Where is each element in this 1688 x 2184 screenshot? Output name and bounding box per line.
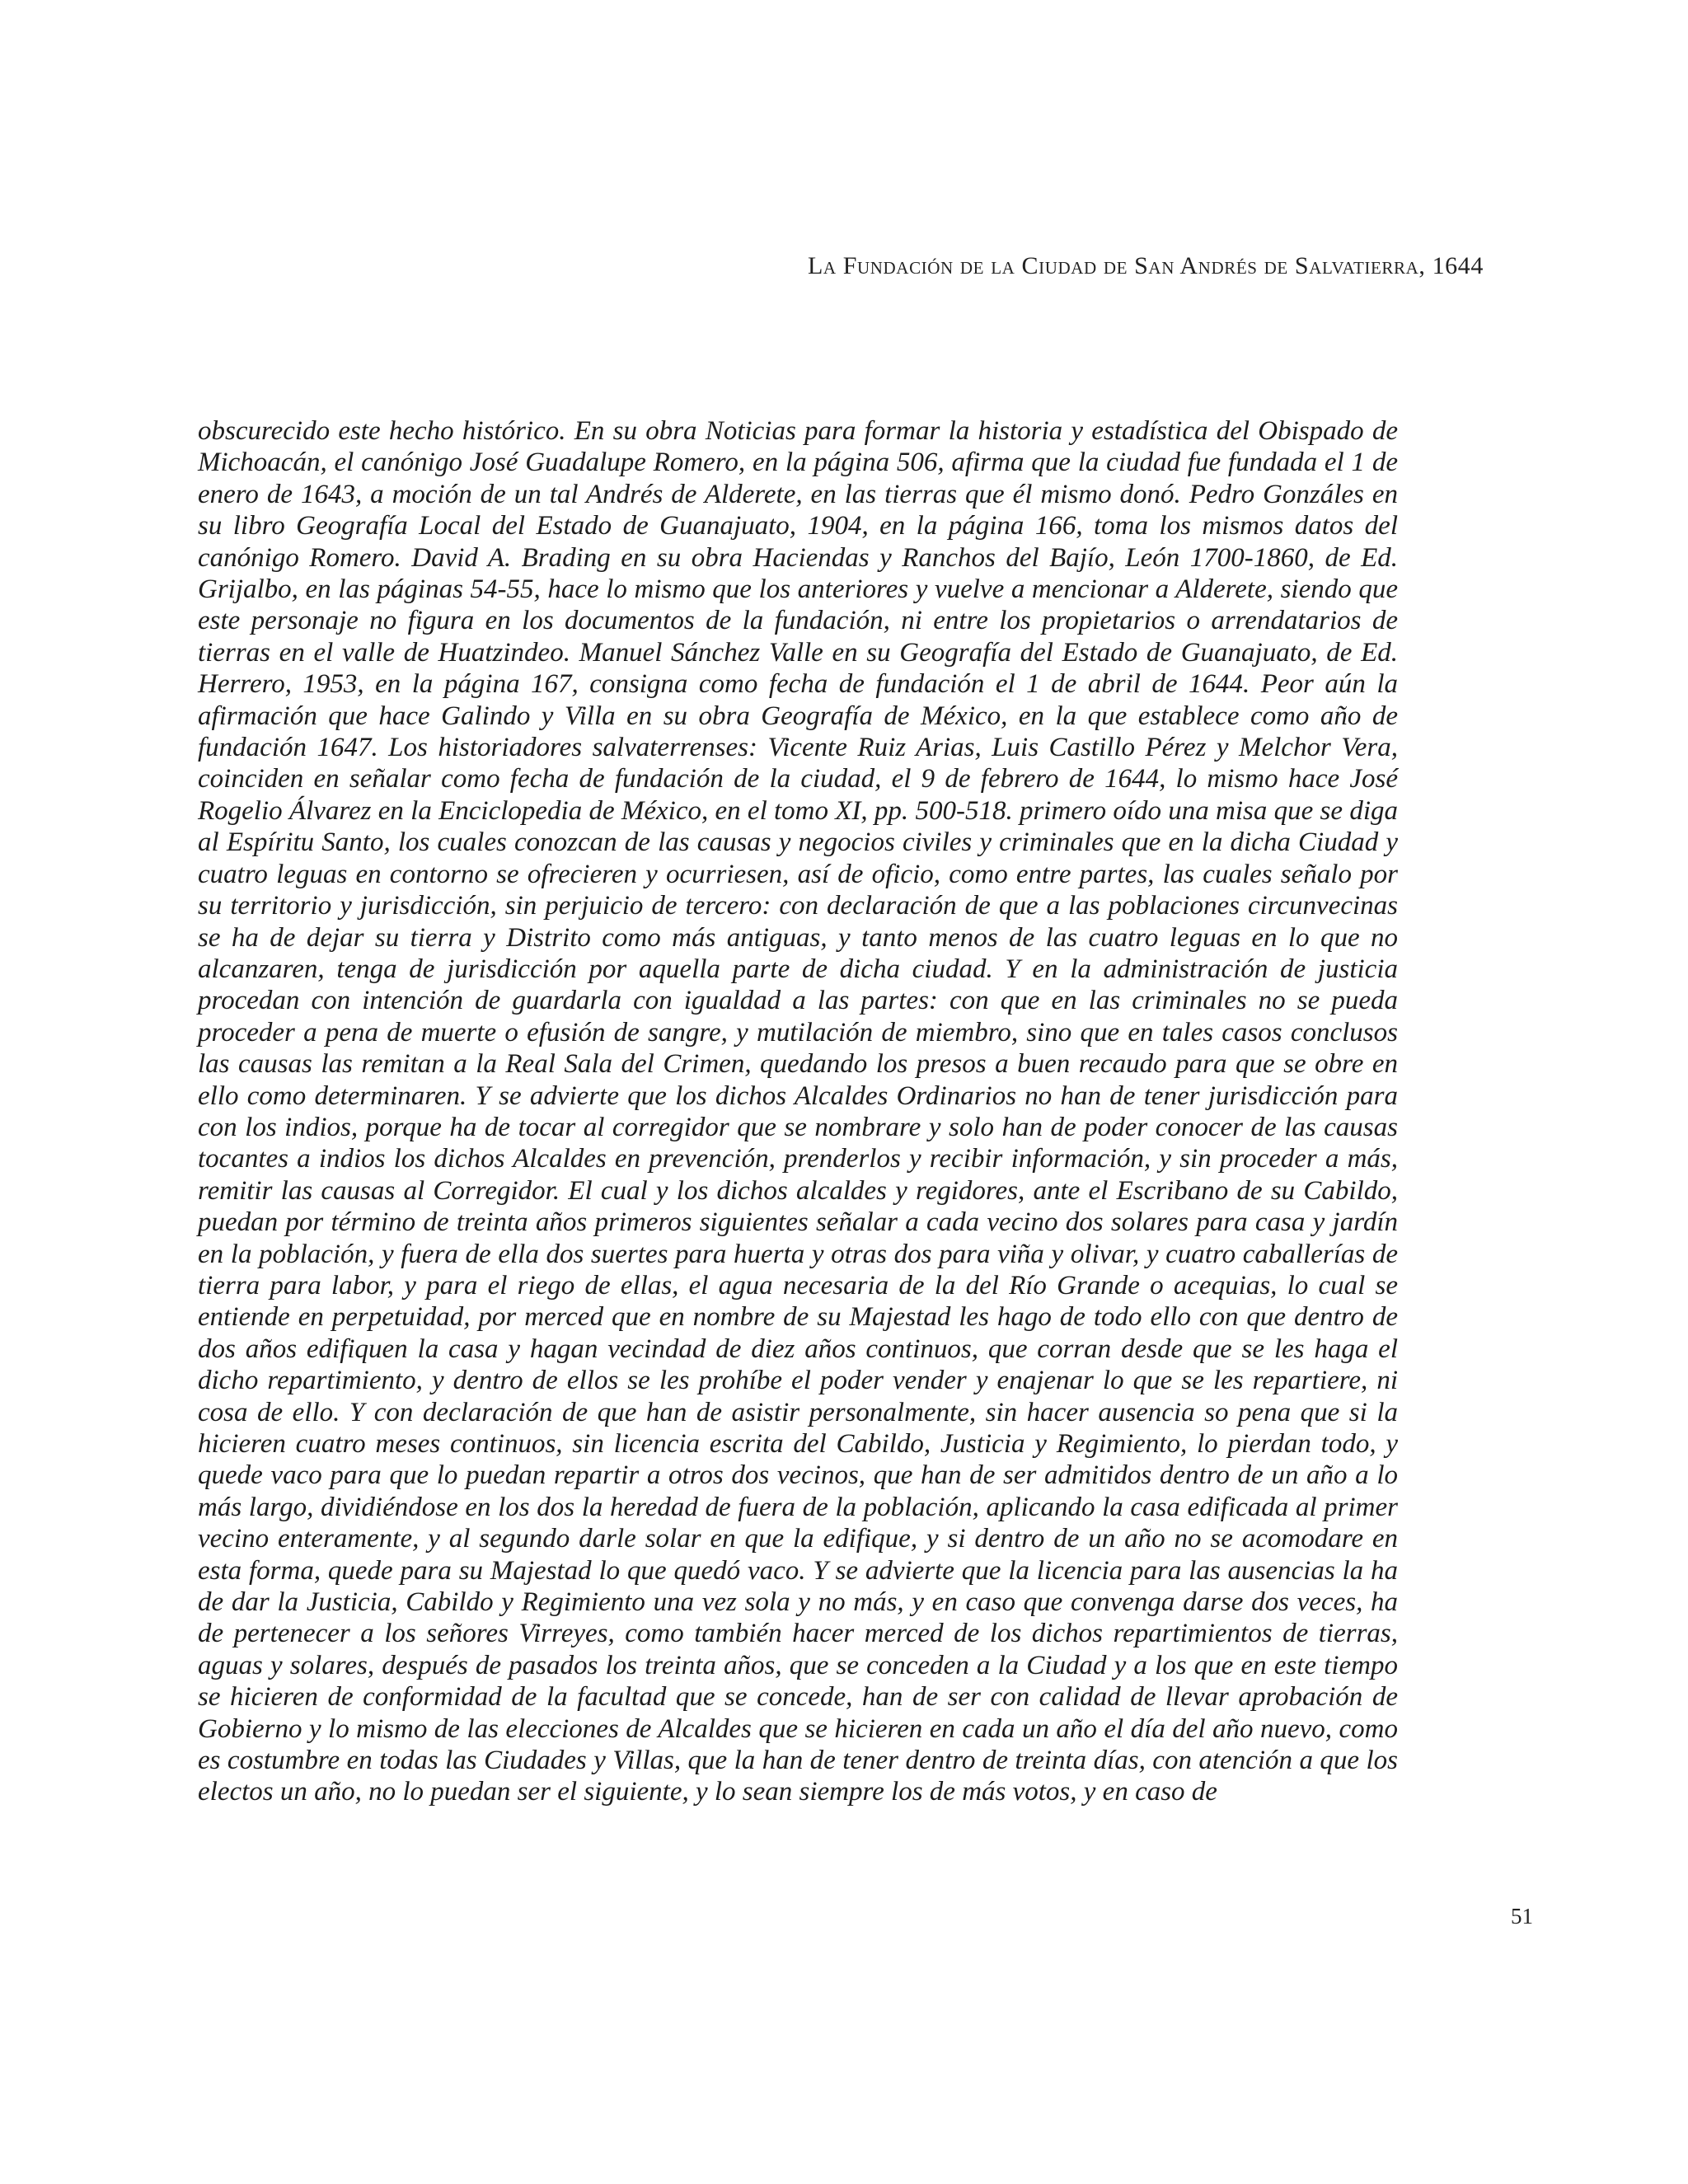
- running-header: La Fundación de la Ciudad de San Andrés de Salvatierra, 1644: [807, 252, 1484, 279]
- body-paragraph: obscurecido este hecho histórico. En su obra Noticias para formar la historia y estadística del Obispado de Michoacán, el canónigo José Guadalupe Romero, en la página 506, afirma que la ciudad fue fundada el 1 de enero de 1643, a moción de un tal Andrés de Alderete, en las tierras que él mismo donó. Pedro Gonzáles en su libro Geografía Local del Estado de Guanajuato, 1904, en la página 166, toma los mismos datos del canónigo Romero. David A. Brading en su obra Haciendas y Ranchos del Bajío, León 1700-1860, de Ed. Grijalbo, en las páginas 54-55, hace lo mismo que los anteriores y vuelve a mencionar a Alderete, siendo que este personaje no figura en los documentos de la fundación, ni entre los propietarios o arrendatarios de tierras en el valle de Huatzindeo. Manuel Sánchez Valle en su Geografía del Estado de Guanajuato, de Ed. Herrero, 1953, en la página 167, consigna como fecha de fundación el 1 de abril de 1644. Peor aún la afirmación que hace Galindo y Villa en su obra Geografía de México, en la que establece como año de fundación 1647. Los historiadores salvaterrenses: Vicente Ruiz Arias, Luis Castillo Pérez y Melchor Vera, coinciden en señalar como fecha de fundación de la ciudad, el 9 de febrero de 1644, lo mismo hace José Rogelio Álvarez en la Enciclopedia de México, en el tomo XI, pp. 500-518. primero oído una misa que se diga al Espíritu Santo, los cuales conozcan de las causas y negocios civiles y criminales que en la dicha Ciudad y cuatro leguas en contorno se ofrecieren y ocurriesen, así de oficio, como entre partes, las cuales señalo por su territorio y jurisdicción, sin perjuicio de tercero: con declaración de que a las poblaciones circunvecinas se ha de dejar su tierra y Distrito como más antiguas, y tanto menos de las cuatro leguas en lo que no alcanzaren, tenga de jurisdicción por aquella parte de dicha ciudad. Y en la administración de justicia procedan con intención de guardarla con igualdad a las partes: con que en las criminales no se pueda proceder a pena de muerte o efusión de sangre, y mutilación de miembro, sino que en tales casos conclusos las causas las remitan a la Real Sala del Crimen, quedando los presos a buen recaudo para que se obre en ello como determinaren. Y se advierte que los dichos Alcaldes Ordinarios no han de tener jurisdicción para con los indios, porque ha de tocar al corregidor que se nombrare y solo han de poder conocer de las causas tocantes a indios los dichos Alcaldes en prevención, prenderlos y recibir información, y sin proceder a más, remitir las causas al Corregidor. El cual y los dichos alcaldes y regidores, ante el Escribano de su Cabildo, puedan por término de treinta años primeros siguientes señalar a cada vecino dos solares para casa y jardín en la población, y fuera de ella dos suertes para huerta y otras dos para viña y olivar, y cuatro caballerías de tierra para labor, y para el riego de ellas, el agua necesaria de la del Río Grande o acequias, lo cual se entiende en perpetuidad, por merced que en nombre de su Majestad les hago de todo ello con que dentro de dos años edifiquen la casa y hagan vecindad de diez años continuos, que corran desde que se les haga el dicho repartimiento, y dentro de ellos se les prohíbe el poder vender y enajenar lo que se les repartiere, ni cosa de ello. Y con declaración de que han de asistir personalmente, sin hacer ausencia so pena que si la hicieren cuatro meses continuos, sin licencia escrita del Cabildo, Justicia y Regimiento, lo pierdan todo, y quede vaco para que lo puedan repartir a otros dos vecinos, que han de ser admitidos dentro de un año a lo más largo, dividiéndose en los dos la heredad de fuera de la población, aplicando la casa edificada al primer vecino enteramente, y al segundo darle solar en que la edifique, y si dentro de un año no se acomodare en esta forma, quede para su Majestad lo que quedó vaco. Y se advierte que la licencia para las ausencias la ha de dar la Justicia, Cabildo y Regimiento una vez sola y no más, y en caso que convenga darse dos veces, ha de pertenecer a los señores Virreyes, como también hacer merced de los dichos repartimientos de tierras, aguas y solares, después de pasados los treinta años, que se conceden a la Ciudad y a los que en este tiempo se hicieren de conformidad de la facultad que se concede, han de ser con calidad de llevar aprobación de Gobierno y lo mismo de las elecciones de Alcaldes que se hicieren en cada un año el día del año nuevo, como es costumbre en todas las Ciudades y Villas, que la han de tener dentro de treinta días, con atención a que los electos un año, no lo puedan ser el siguiente, y lo sean siempre los de más votos, y en caso de: [198, 416, 1398, 1807]
- page-number: 51: [1511, 1904, 1533, 1929]
